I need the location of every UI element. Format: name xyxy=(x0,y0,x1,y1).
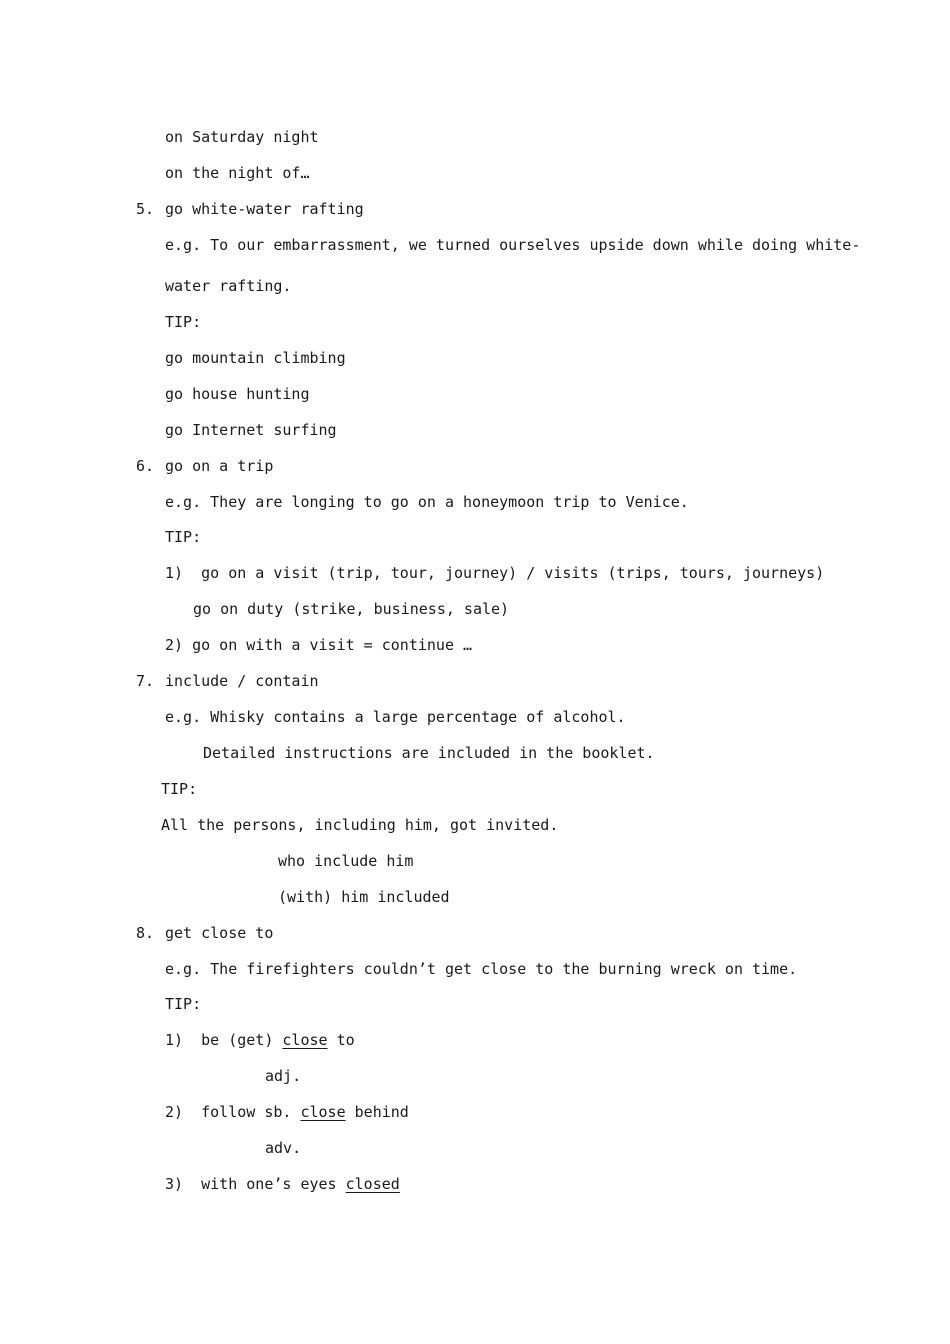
text-line: 1) go on a visit (trip, tour, journey) / visits (trips, tours, journeys) xyxy=(165,564,825,582)
item-number: 5. xyxy=(136,200,155,218)
text-line: go mountain climbing xyxy=(165,349,346,367)
part-of-speech-note: adj. xyxy=(265,1067,302,1085)
example-line: water rafting. xyxy=(165,277,292,295)
tip-label: TIP: xyxy=(165,313,202,331)
text-line: All the persons, including him, got invited. xyxy=(161,816,559,834)
example-line: e.g. To our embarrassment, we turned ourselves upside down while doing white- xyxy=(165,236,861,254)
underlined-word: close xyxy=(282,1031,328,1049)
underlined-word: closed xyxy=(345,1175,400,1193)
tip-label: TIP: xyxy=(165,995,202,1013)
text-line: (with) him included xyxy=(278,888,450,906)
text-segment: 1) be (get) xyxy=(165,1031,283,1049)
text-line xyxy=(165,1174,400,1194)
item-number: 8. xyxy=(136,924,155,942)
item-heading: go on a trip xyxy=(165,457,274,475)
item-number: 7. xyxy=(136,672,155,690)
text-segment: 2) follow sb. xyxy=(165,1103,301,1121)
text-line: on the night of… xyxy=(165,164,310,182)
text-line: go Internet surfing xyxy=(165,421,337,439)
example-line: e.g. The firefighters couldn’t get close to the burning wreck on time. xyxy=(165,960,798,978)
text-line: on Saturday night xyxy=(165,128,319,146)
tip-label: TIP: xyxy=(161,780,198,798)
text-line: 2) go on with a visit = continue … xyxy=(165,636,473,654)
text-line: go on duty (strike, business, sale) xyxy=(193,600,510,618)
tip-label: TIP: xyxy=(165,528,202,546)
text-line: who include him xyxy=(278,852,414,870)
example-line: e.g. They are longing to go on a honeymoon trip to Venice. xyxy=(165,493,689,511)
text-segment: to xyxy=(327,1031,355,1049)
example-line: e.g. Whisky contains a large percentage of alcohol. xyxy=(165,708,626,726)
item-heading: get close to xyxy=(165,924,274,942)
underlined-word: close xyxy=(300,1103,346,1121)
text-segment: behind xyxy=(345,1103,409,1121)
item-number: 6. xyxy=(136,457,155,475)
text-line xyxy=(165,1030,355,1050)
item-heading: go white-water rafting xyxy=(165,200,364,218)
item-heading: include / contain xyxy=(165,672,319,690)
text-line xyxy=(165,1102,409,1122)
example-line: Detailed instructions are included in the booklet. xyxy=(203,744,655,762)
text-line: go house hunting xyxy=(165,385,310,403)
text-segment: 3) with one’s eyes xyxy=(165,1175,346,1193)
part-of-speech-note: adv. xyxy=(265,1139,302,1157)
